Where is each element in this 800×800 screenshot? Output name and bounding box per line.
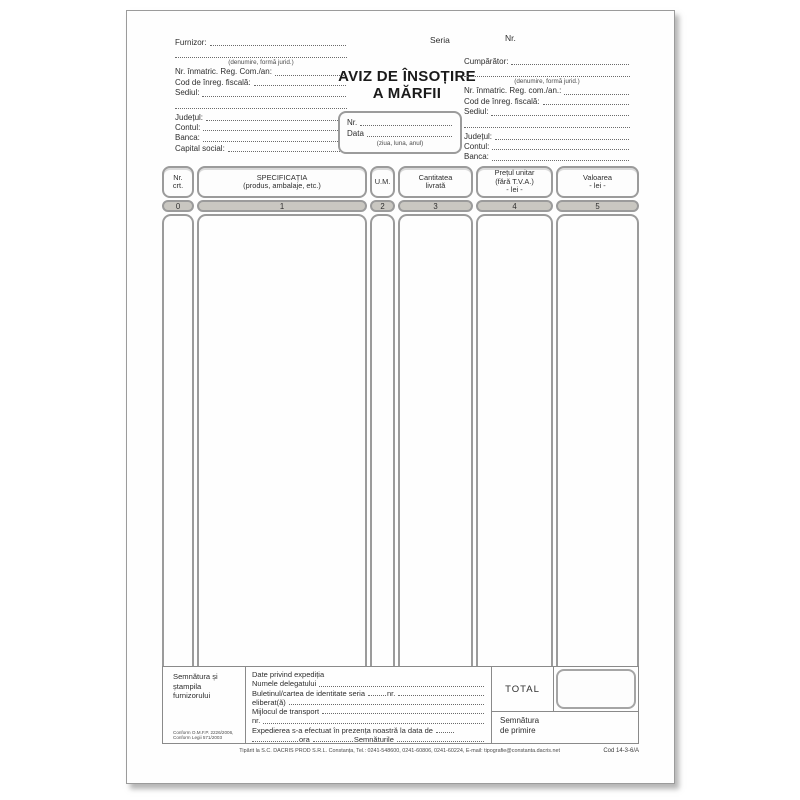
transport-nr-label: nr. <box>252 716 261 726</box>
signatures-field <box>397 741 484 742</box>
col-header-text: - lei - <box>506 185 523 195</box>
buyer-address-row <box>464 107 630 117</box>
buyer-name-field <box>511 64 629 65</box>
buyer-county-row <box>464 132 630 142</box>
hour-label: ora <box>299 735 310 745</box>
doc-date-field <box>367 136 452 137</box>
total-cell <box>492 667 638 743</box>
supplier-county-row <box>175 113 347 123</box>
transport-row <box>252 707 485 716</box>
buyer-fiscal-label: Cod de înreg. fiscală: <box>464 96 540 106</box>
table-index-row <box>162 200 639 212</box>
nr-label: Nr. <box>505 33 516 43</box>
legal-note-line: Conform Legii 571/2003 <box>173 735 223 741</box>
col-header-text: Cantitatea <box>418 172 453 182</box>
delegate-label: Numele delegatului <box>252 679 317 689</box>
buyer-block <box>464 57 630 163</box>
supplier-capital-field <box>228 151 346 152</box>
supplier-name-label: Furnizor: <box>175 38 207 47</box>
col-body-pret-unitar <box>476 214 553 666</box>
buyer-reg-row <box>464 86 630 96</box>
buyer-name-label: Cumpărător: <box>464 57 509 66</box>
doc-date-hint: (ziua, luna, anul) <box>376 140 424 147</box>
col-header-text: livrată <box>425 181 446 190</box>
issued-row <box>252 698 485 707</box>
buyer-fiscal-row <box>464 97 630 107</box>
col-header-text: (fără T.V.A.) <box>495 176 534 186</box>
items-table <box>162 166 639 666</box>
col-header-cantitatea <box>398 166 473 198</box>
col-index-5: 5 <box>556 200 639 212</box>
delegate-row <box>252 679 485 688</box>
col-index-0: 0 <box>162 200 194 212</box>
supplier-address-label: Sediul: <box>175 88 200 98</box>
doc-date-row <box>347 128 453 139</box>
col-header-text: Nr. <box>173 172 183 182</box>
col-index-1: 1 <box>197 200 367 212</box>
col-header-text: SPECIFICAȚIA <box>256 172 308 182</box>
form-sheet <box>126 10 675 784</box>
total-row <box>492 667 638 712</box>
table-body-row <box>162 214 639 666</box>
col-header-valoarea <box>556 166 639 198</box>
issued-label: eliberat(ă) <box>252 697 286 707</box>
buyer-county-field <box>495 139 629 140</box>
seria-label: Seria <box>430 35 450 45</box>
col-body-specificatia <box>197 214 367 666</box>
bottom-section <box>162 666 639 744</box>
hour-signatures-row <box>252 735 485 744</box>
supplier-capital-row <box>175 144 347 154</box>
total-value-cell <box>553 667 638 711</box>
buyer-county-label: Județul: <box>464 131 493 141</box>
form-title-line1: AVIZ DE ÎNSOȚIRE <box>338 68 476 85</box>
col-header-text: - lei - <box>589 181 606 190</box>
col-body-cantitatea <box>398 214 473 666</box>
buyer-account-field <box>492 149 629 150</box>
col-header-pret-unitar <box>476 166 553 198</box>
expedition-title: Date privind expediția <box>252 670 325 679</box>
delegate-field <box>319 686 484 687</box>
col-header-text: Valoarea <box>582 172 613 182</box>
print-footer <box>162 748 639 754</box>
supplier-reg-label: Nr. înmatric. Reg. Com./an: <box>175 67 272 77</box>
transport-field <box>322 713 484 714</box>
receive-signature-line: Semnătura <box>500 716 540 725</box>
buyer-name-field-line2 <box>464 67 630 77</box>
supplier-bank-row <box>175 133 347 143</box>
buyer-account-row <box>464 142 630 152</box>
buyer-name-row <box>464 57 630 67</box>
legal-note-line: Conform O.M.F.P. 2226/2006, <box>173 729 234 735</box>
supplier-county-field <box>206 120 346 121</box>
transport-label: Mijlocul de transport <box>252 707 320 717</box>
buyer-fiscal-field <box>543 104 629 105</box>
hour-field <box>313 741 353 742</box>
transport-nr-row <box>252 716 485 725</box>
supplier-name-field-line2 <box>175 48 347 58</box>
buyer-address-field-line2 <box>464 118 630 128</box>
supplier-name-hint: (denumire, formă jurid.) <box>228 59 294 67</box>
document-number-box <box>338 111 462 154</box>
supplier-bank-label: Banca: <box>175 133 200 143</box>
supplier-signature-line: furnizorului <box>173 691 211 701</box>
supplier-name-row <box>175 38 347 48</box>
identity-label: Buletinul/cartea de identitate seria <box>252 688 365 698</box>
buyer-reg-field <box>564 94 629 95</box>
col-header-text: Prețul unitar <box>494 168 535 178</box>
supplier-account-label: Contul: <box>175 123 201 133</box>
buyer-address-field <box>491 115 629 116</box>
doc-nr-row <box>347 117 453 128</box>
transport-nr-field <box>263 723 484 724</box>
supplier-name-field <box>210 45 346 46</box>
supplier-account-row <box>175 123 347 133</box>
col-header-text: crt. <box>172 181 184 190</box>
buyer-bank-label: Banca: <box>464 152 489 162</box>
issued-field <box>289 704 484 705</box>
doc-nr-label: Nr. <box>347 118 358 127</box>
legal-notes <box>173 730 243 741</box>
col-body-um <box>370 214 395 666</box>
dispatch-date-field2 <box>252 741 298 742</box>
col-header-nr-crt <box>162 166 194 198</box>
total-value-box <box>556 669 636 709</box>
identity-nr-field <box>398 695 484 696</box>
col-header-text: (produs, ambalaje, etc.) <box>243 181 321 190</box>
supplier-bank-field <box>203 141 346 142</box>
supplier-account-field <box>203 130 346 131</box>
col-body-valoarea <box>556 214 639 666</box>
buyer-name-hint: (denumire, formă jurid.) <box>514 78 580 86</box>
supplier-signature-label <box>173 672 243 701</box>
supplier-county-label: Județul: <box>175 112 204 122</box>
supplier-capital-label: Capital social: <box>175 143 225 153</box>
dispatch-label: Expedierea s-a efectuat în prezența noastră la data de <box>252 725 433 735</box>
doc-date-label: Data <box>347 129 364 138</box>
col-body-nr-crt <box>162 214 194 666</box>
identity-nr-label: nr. <box>387 688 396 698</box>
buyer-reg-label: Nr. înmatric. Reg. com./an.: <box>464 86 562 96</box>
identity-row <box>252 689 485 698</box>
expedition-cell <box>246 667 492 743</box>
receive-signature-area <box>492 712 638 740</box>
col-index-3: 3 <box>398 200 473 212</box>
form-code: Cod 14-3-6/A <box>603 748 639 754</box>
supplier-signature-line: Semnătura și <box>173 672 218 681</box>
buyer-account-label: Contul: <box>464 142 490 152</box>
col-header-text: U.M. <box>374 176 391 186</box>
supplier-fiscal-label: Cod de înreg. fiscală: <box>175 77 251 87</box>
buyer-bank-field <box>492 160 629 161</box>
signatures-label: Semnăturile <box>353 735 394 745</box>
supplier-signature-line: ștampila <box>173 681 202 691</box>
table-header-row <box>162 166 639 198</box>
supplier-signature-cell <box>163 667 246 743</box>
form-title-line2: A MĂRFII <box>372 84 442 102</box>
total-label: TOTAL <box>505 683 540 695</box>
buyer-bank-row <box>464 152 630 162</box>
col-header-um <box>370 166 395 198</box>
doc-nr-field <box>360 125 452 126</box>
dispatch-row <box>252 726 485 735</box>
col-header-specificatia <box>197 166 367 198</box>
dispatch-date-field <box>436 732 454 733</box>
buyer-address-label: Sediul: <box>464 107 489 117</box>
printer-info: Tipărit la S.C. DACRIS PROD S.R.L. Constanța, Tel.: 0241-548600, 0241-60806, 0241-60224, E-mail: tipografie@constanta.dacris.net <box>239 748 560 754</box>
col-index-2: 2 <box>370 200 395 212</box>
col-index-4: 4 <box>476 200 553 212</box>
receive-signature-line: de primire <box>500 726 536 735</box>
identity-seria-field <box>368 695 386 696</box>
